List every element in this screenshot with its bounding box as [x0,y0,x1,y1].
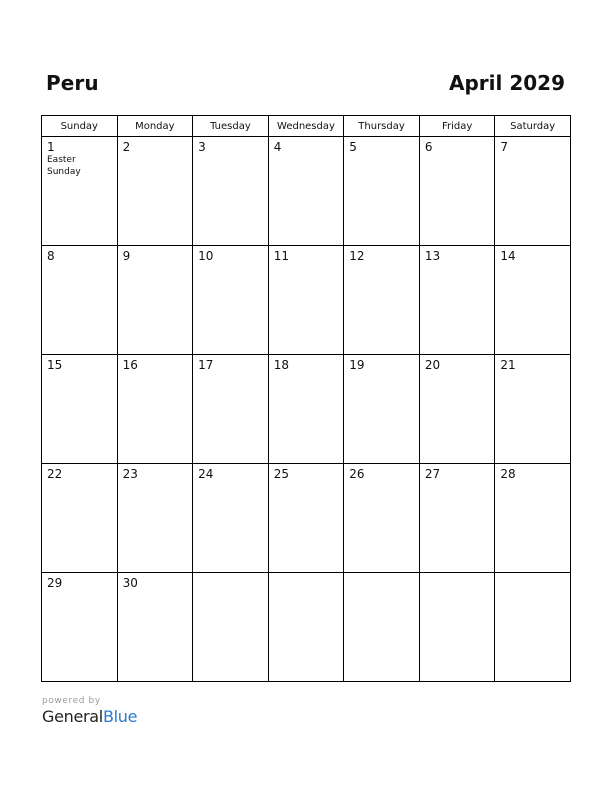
week-row [42,464,571,573]
day-number: 12 [349,249,365,263]
day-number: 30 [122,576,138,590]
empty-day-cell [193,573,269,682]
week-row [42,355,571,464]
day-number: 4 [273,140,282,154]
day-cell [344,355,420,464]
day-cell [495,464,571,573]
day-number: 10 [198,249,214,263]
day-cell [419,355,495,464]
weekday-header-row [42,116,571,137]
country-title: Peru [46,71,99,95]
week-row [42,246,571,355]
brand-general-text: General [42,707,103,726]
day-number: 26 [349,467,365,481]
day-number: 23 [122,467,138,481]
calendar-grid [41,115,571,682]
empty-day-cell [419,573,495,682]
day-number: 25 [273,467,289,481]
day-cell [419,464,495,573]
day-cell [419,137,495,246]
week-row [42,137,571,246]
weekday-header-sunday: Sunday [42,116,118,137]
day-number: 11 [273,249,289,263]
empty-day-cell [344,573,420,682]
day-number: 20 [424,358,441,372]
day-cell [268,137,344,246]
day-number: 28 [500,467,516,481]
day-cell [344,246,420,355]
day-cell [344,464,420,573]
day-cell [42,573,118,682]
day-cell [42,246,118,355]
weekday-header-thursday: Thursday [344,116,420,137]
day-cell [117,137,193,246]
day-cell [344,137,420,246]
day-cell [117,355,193,464]
day-cell [42,137,118,246]
day-cell [268,246,344,355]
month-year-title: April 2029 [449,71,565,95]
day-cell [495,137,571,246]
day-number: 9 [122,249,131,263]
day-number: 19 [349,358,365,372]
day-cell [193,355,269,464]
footer-branding [42,696,137,727]
day-cell [268,355,344,464]
day-number: 6 [424,140,433,154]
weekday-header-saturday: Saturday [495,116,571,137]
day-cell [117,464,193,573]
brand-logo[interactable] [42,707,137,727]
empty-day-cell [268,573,344,682]
day-cell [117,573,193,682]
empty-day-cell [495,573,571,682]
brand-blue-text: Blue [102,707,138,726]
day-cell [495,246,571,355]
day-number: 13 [424,249,441,263]
day-number: 17 [198,358,214,372]
day-cell [495,355,571,464]
day-cell [419,246,495,355]
weekday-header-monday: Monday [117,116,193,137]
day-number: 3 [198,140,206,154]
day-cell [193,246,269,355]
day-number: 5 [349,140,357,154]
weekday-header-friday: Friday [419,116,495,137]
day-number: 2 [122,140,131,154]
weekday-header-wednesday: Wednesday [268,116,344,137]
day-number: 22 [47,467,63,481]
day-number: 14 [500,249,516,263]
day-number: 24 [198,467,214,481]
day-cell [268,464,344,573]
day-number: 16 [122,358,138,372]
day-cell [42,355,118,464]
day-cell [193,464,269,573]
day-number: 7 [500,140,509,154]
day-cell [117,246,193,355]
day-number: 18 [273,358,289,372]
holiday-label: Easter Sunday [47,155,81,177]
day-number: 27 [424,467,441,481]
day-cell [42,464,118,573]
day-number: 8 [47,249,55,263]
powered-by-text: powered by [42,696,101,706]
weekday-header-tuesday: Tuesday [193,116,269,137]
day-number: 21 [500,358,516,372]
day-number: 1 [47,140,55,154]
week-row [42,573,571,682]
day-number: 15 [47,358,63,372]
day-cell [193,137,269,246]
day-number: 29 [47,576,63,590]
